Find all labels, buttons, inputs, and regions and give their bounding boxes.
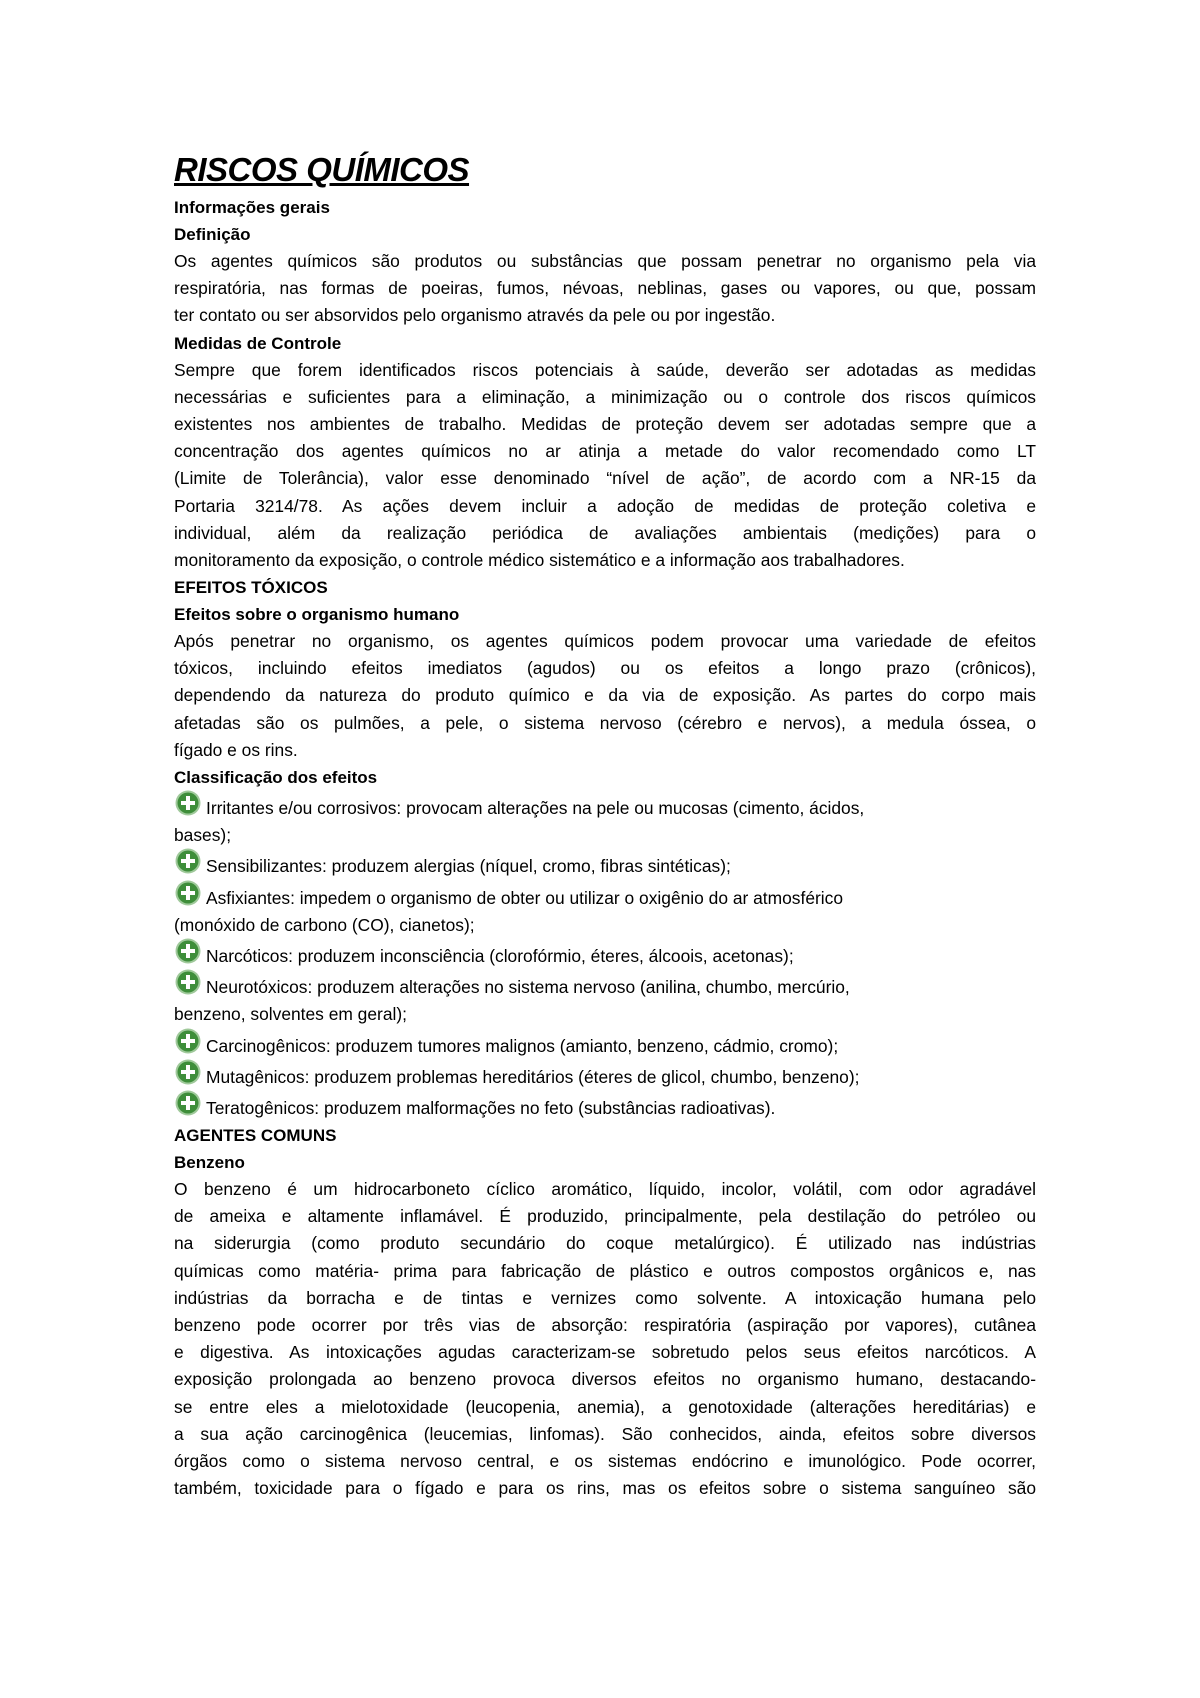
text-line: fígado e os rins.: [174, 739, 298, 760]
paragraph-efeitos: [174, 628, 1036, 764]
text-line: também, toxicidade para o fígado e para os rins, mas os efeitos sobre o sistema sanguíneo são: [174, 1478, 1036, 1499]
heading-definicao: Definição: [174, 225, 251, 244]
paragraph-benzeno: [174, 1176, 1036, 1502]
heading-efeitos-organismo: Efeitos sobre o organismo humano: [174, 605, 460, 625]
green-circle-plus-icon: [174, 1058, 202, 1086]
text-line: monitoramento da exposição, o controle médico sistemático e a informação aos trabalhadores.: [174, 549, 905, 570]
list-item-continuation: benzeno, solventes em geral);: [174, 1004, 407, 1025]
heading-classificacao: Classificação dos efeitos: [174, 768, 378, 787]
text-line: Portaria 3214/78. As ações devem incluir a adoção de medidas de proteção coletiva e: [174, 495, 1036, 516]
list-item-text: Teratogênicos: produzem malformações no feto (substâncias radioativas).: [206, 1097, 776, 1118]
heading-info-gerais: Informações gerais: [174, 198, 330, 217]
list-item: [174, 974, 1036, 1028]
list-item-text: Mutagênicos: produzem problemas hereditários (éteres de glicol, chumbo, benzeno);: [206, 1066, 860, 1087]
list-item-text: Sensibilizantes: produzem alergias (níquel, cromo, fibras sintéticas);: [206, 856, 731, 877]
text-line: afetadas são os pulmões, a pele, o sistema nervoso (cérebro e nervos), a medula óssea, o: [174, 712, 1036, 733]
heading-efeitos-toxicos: EFEITOS TÓXICOS: [174, 578, 328, 598]
list-item-text: Narcóticos: produzem inconsciência (clorofórmio, éteres, álcoois, acetonas);: [206, 945, 794, 966]
list-item-continuation: (monóxido de carbono (CO), cianetos);: [174, 914, 475, 935]
green-circle-plus-icon: [174, 847, 202, 875]
text-line: respiratória, nas formas de poeiras, fumos, névoas, neblinas, gases ou vapores, ou que, possam: [174, 278, 1036, 299]
document-page: [174, 150, 1036, 1502]
heading-medidas: Medidas de Controle: [174, 333, 342, 353]
text-line: individual, além da realização periódica de avaliações ambientais (medições) para o: [174, 522, 1036, 543]
text-line: a sua ação carcinogênica (leucemias, linfomas). São conhecidos, ainda, efeitos sobre diversos: [174, 1423, 1036, 1444]
text-line: O benzeno é um hidrocarboneto cíclico aromático, líquido, incolor, volátil, com odor agradável: [174, 1179, 1036, 1200]
list-item-text: Neurotóxicos: produzem alterações no sistema nervoso (anilina, chumbo, mercúrio,: [206, 977, 850, 998]
text-line: órgãos como o sistema nervoso central, e os sistemas endócrino e imunológico. Pode ocorrer,: [174, 1450, 1036, 1471]
list-item: [174, 943, 1036, 970]
text-line: indústrias da borracha e de tintas e vernizes como solvente. A intoxicação humana pelo: [174, 1287, 1036, 1308]
text-line: de ameixa e altamente inflamável. É produzido, principalmente, pela destilação do petróleo ou: [174, 1206, 1036, 1227]
text-line: Após penetrar no organismo, os agentes químicos podem provocar uma variedade de efeitos: [174, 631, 1036, 652]
paragraph-medidas: [174, 357, 1036, 575]
heading-benzeno: Benzeno: [174, 1153, 245, 1173]
list-item: [174, 853, 1036, 880]
green-circle-plus-icon: [174, 1027, 202, 1055]
list-item: [174, 1095, 1036, 1122]
list-item-text: Carcinogênicos: produzem tumores malignos (amianto, benzeno, cádmio, cromo);: [206, 1035, 839, 1056]
text-line: e digestiva. As intoxicações agudas caracterizam-se sobretudo pelos seus efeitos narcóticos. A: [174, 1342, 1036, 1363]
text-line: Sempre que forem identificados riscos potenciais à saúde, deverão ser adotadas as medidas: [174, 359, 1036, 380]
heading-agentes-comuns: AGENTES COMUNS: [174, 1126, 337, 1146]
text-line: existentes nos ambientes de trabalho. Medidas de proteção devem ser adotadas sempre que a: [174, 413, 1036, 434]
text-line: benzeno pode ocorrer por três vias de absorção: respiratória (aspiração por vapores), cutânea: [174, 1315, 1036, 1336]
paragraph-definicao: [174, 248, 1036, 330]
text-line: exposição prolongada ao benzeno provoca diversos efeitos no organismo humano, destacando-: [174, 1369, 1036, 1390]
green-circle-plus-icon: [174, 1089, 202, 1117]
text-line: na siderurgia (como produto secundário do coque metalúrgico). É utilizado nas indústrias: [174, 1233, 1036, 1254]
list-item-continuation: bases);: [174, 825, 232, 846]
text-line: tóxicos, incluindo efeitos imediatos (agudos) ou os efeitos a longo prazo (crônicos),: [174, 658, 1036, 679]
text-line: se entre eles a mielotoxidade (leucopenia, anemia), a genotoxidade (alterações hereditárias) e: [174, 1396, 1036, 1417]
text-line: (Limite de Tolerância), valor esse denominado “nível de ação”, de acordo com a NR-15 da: [174, 468, 1036, 489]
green-circle-plus-icon: [174, 879, 202, 907]
text-line: necessárias e suficientes para a eliminação, a minimização ou o controle dos riscos químicos: [174, 386, 1036, 407]
text-line: ter contato ou ser absorvidos pelo organismo através da pele ou por ingestão.: [174, 305, 776, 326]
green-circle-plus-icon: [174, 937, 202, 965]
list-item: [174, 795, 1036, 849]
page-title: RISCOS QUÍMICOS: [174, 151, 470, 188]
green-circle-plus-icon: [174, 789, 202, 817]
list-item: [174, 1033, 1036, 1060]
text-line: dependendo da natureza do produto químico e da via de exposição. As partes do corpo mais: [174, 685, 1036, 706]
list-item-text: Asfixiantes: impedem o organismo de obter ou utilizar o oxigênio do ar atmosférico: [206, 887, 844, 908]
text-line: concentração dos agentes químicos no ar atinja a metade do valor recomendado como LT: [174, 441, 1036, 462]
list-item: [174, 885, 1036, 939]
list-item-text: Irritantes e/ou corrosivos: provocam alterações na pele ou mucosas (cimento, ácidos,: [206, 798, 865, 818]
classification-list: [174, 795, 1036, 1122]
text-line: Os agentes químicos são produtos ou substâncias que possam penetrar no organismo pela via: [174, 251, 1036, 271]
list-item: [174, 1064, 1036, 1091]
green-circle-plus-icon: [174, 968, 202, 996]
text-line: químicas como matéria- prima para fabricação de plástico e outros compostos orgânicos e, nas: [174, 1260, 1036, 1281]
